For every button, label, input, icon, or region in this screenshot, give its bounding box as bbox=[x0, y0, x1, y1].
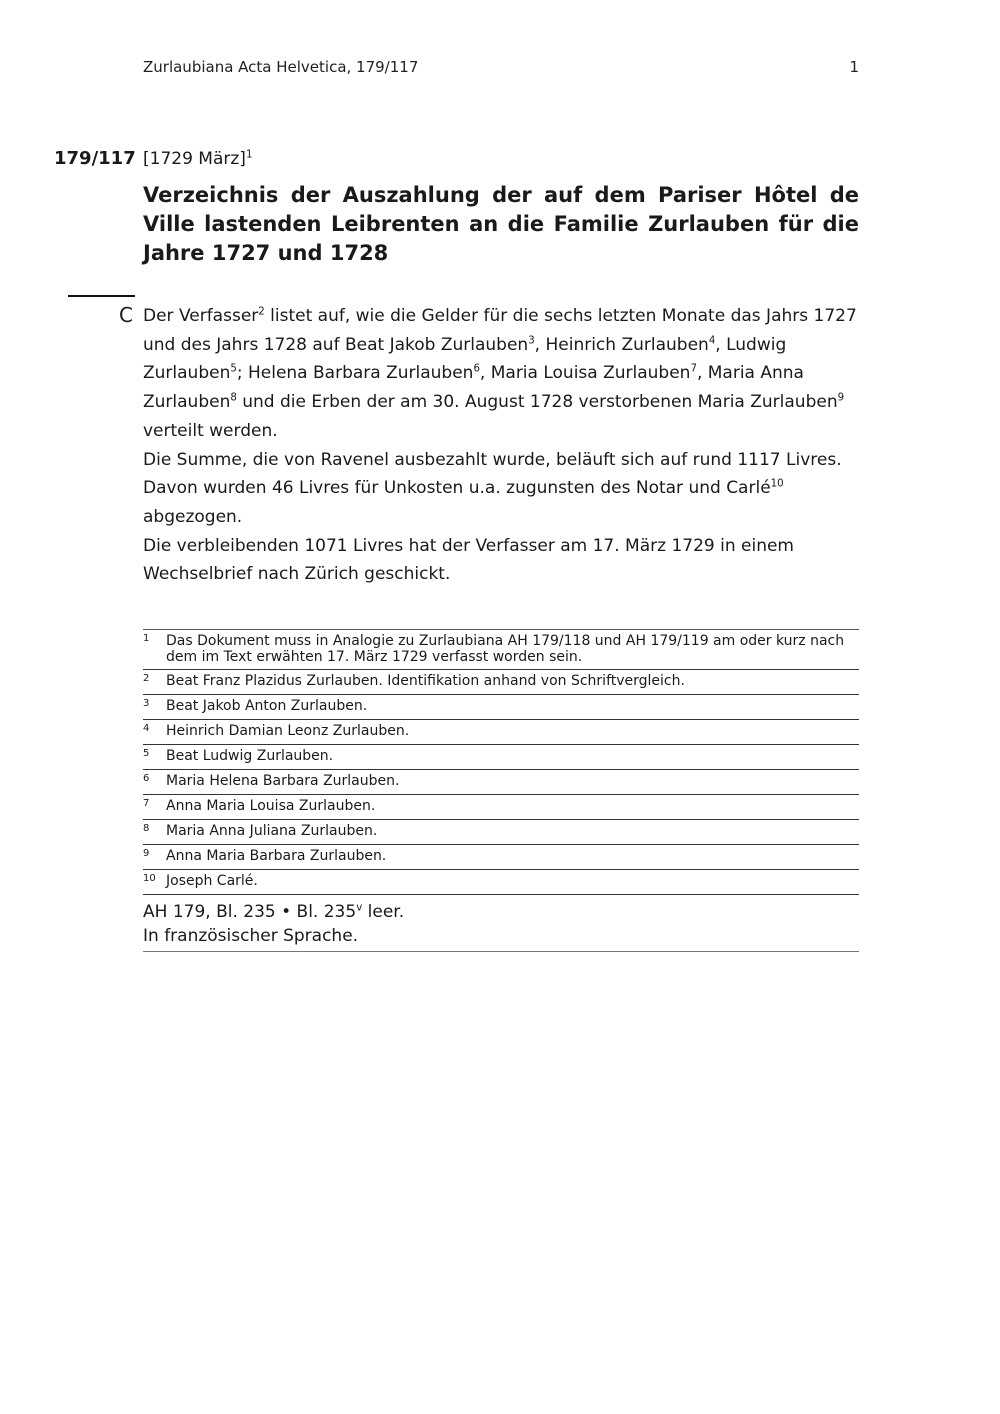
section-rule bbox=[68, 295, 135, 297]
footnote-text: Heinrich Damian Leonz Zurlauben. bbox=[166, 723, 410, 739]
signature-text: AH 179, Bl. 235 • Bl. 235 bbox=[143, 902, 357, 922]
summary bbox=[143, 302, 859, 589]
summary-text: , Heinrich Zurlauben bbox=[534, 334, 709, 355]
document-number: 179/117 bbox=[54, 148, 136, 169]
footnote-row bbox=[143, 770, 859, 795]
footnote-row bbox=[143, 870, 859, 895]
footnote-text: Beat Jakob Anton Zurlauben. bbox=[166, 698, 368, 714]
footnote-number: 6 bbox=[143, 773, 150, 784]
footnote-number: 5 bbox=[143, 748, 150, 759]
footnote-number: 4 bbox=[143, 723, 150, 734]
running-header bbox=[143, 58, 859, 76]
footnote-text: Joseph Carlé. bbox=[166, 873, 258, 889]
summary-label: C bbox=[119, 303, 133, 327]
summary-paragraph-2 bbox=[143, 446, 859, 532]
footnote-number: 10 bbox=[143, 873, 156, 884]
footnote-number: 1 bbox=[143, 633, 150, 644]
footnote-ref[interactable]: 9 bbox=[837, 392, 845, 404]
source-info bbox=[143, 900, 859, 952]
summary-text: , Maria Louisa Zurlauben bbox=[479, 363, 691, 384]
summary-text: abgezogen. bbox=[143, 506, 243, 527]
summary-text: Der Verfasser bbox=[143, 306, 259, 326]
summary-text: und die Erben der am 30. August 1728 verstorbenen Maria Zurlauben bbox=[236, 392, 838, 413]
footnote-number: 9 bbox=[143, 848, 150, 859]
footnote-row bbox=[143, 670, 859, 695]
footnote-number: 2 bbox=[143, 673, 150, 684]
footnote-row bbox=[143, 795, 859, 820]
summary-text: verteilt werden. bbox=[143, 420, 278, 441]
footnote-number: 3 bbox=[143, 698, 150, 709]
running-title: Zurlaubiana Acta Helvetica, 179/117 bbox=[143, 58, 419, 76]
footnote-row bbox=[143, 820, 859, 845]
footnote-row bbox=[143, 745, 859, 770]
footnote-ref[interactable]: 3 bbox=[528, 335, 535, 347]
source-signature bbox=[143, 900, 859, 924]
footnote-text: Beat Franz Plazidus Zurlauben. Identifikation anhand von Schriftvergleich. bbox=[166, 673, 685, 689]
footnote-ref[interactable]: 6 bbox=[473, 363, 480, 375]
date-text: [1729 März] bbox=[143, 149, 246, 169]
footnote-number: 7 bbox=[143, 798, 150, 809]
summary-paragraph-1 bbox=[143, 302, 859, 446]
footnote-ref[interactable]: 5 bbox=[230, 363, 237, 375]
summary-text: listet auf, wie die Gelder für die sechs letzten Monate das Jahrs 1727 und des Jahrs 1728 auf Beat Jakob Zurlauben bbox=[143, 306, 857, 355]
summary-text: , Ludwig Zurlauben bbox=[143, 334, 787, 384]
footnote-text: Das Dokument muss in Analogie zu Zurlaubiana AH 179/118 und AH 179/119 am oder kurz nach dem im Text erwähten 17. März 1729 verfasst worden sein. bbox=[166, 633, 845, 665]
document-title: Verzeichnis der Auszahlung der auf dem Pariser Hôtel de Ville lastenden Leibrenten an die Familie Zurlauben für die Jahre 1727 und 1728 bbox=[143, 183, 859, 265]
footnote-text: Anna Maria Louisa Zurlauben. bbox=[166, 798, 376, 814]
summary-text: , Maria Anna Zurlauben bbox=[143, 363, 804, 413]
footnote-ref[interactable]: 10 bbox=[770, 478, 784, 490]
footnote-row bbox=[143, 720, 859, 745]
footnote-text: Maria Helena Barbara Zurlauben. bbox=[166, 773, 400, 789]
summary-paragraph-3: Die verbleibenden 1071 Livres hat der Verfasser am 17. März 1729 in einem Wechselbrief nach Zürich geschickt. bbox=[143, 535, 794, 585]
signature-rest: leer. bbox=[362, 902, 405, 922]
footnote-row bbox=[143, 695, 859, 720]
footnote-ref[interactable]: 1 bbox=[245, 149, 253, 161]
footnote-text: Beat Ludwig Zurlauben. bbox=[166, 748, 334, 764]
source-language: In französischer Sprache. bbox=[143, 926, 359, 946]
summary-text: ; Helena Barbara Zurlauben bbox=[236, 363, 474, 384]
footnote-ref[interactable]: 7 bbox=[690, 363, 697, 375]
footnote-row bbox=[143, 845, 859, 870]
footnote-apparatus bbox=[143, 629, 859, 895]
footnote-row bbox=[143, 630, 859, 670]
verso-mark: v bbox=[356, 902, 363, 914]
summary-text: Die Summe, die von Ravenel ausbezahlt wurde, beläuft sich auf rund 1117 Livres. Davon wurden 46 Livres für Unkosten u.a. zugunsten des Notar und Carlé bbox=[143, 449, 842, 499]
footnote-text: Maria Anna Juliana Zurlauben. bbox=[166, 823, 378, 839]
document-date bbox=[143, 149, 252, 169]
footnote-text: Anna Maria Barbara Zurlauben. bbox=[166, 848, 387, 864]
page-number: 1 bbox=[849, 58, 859, 76]
footnote-ref[interactable]: 4 bbox=[708, 335, 716, 347]
footnote-ref[interactable]: 8 bbox=[230, 392, 237, 404]
footnote-ref[interactable]: 2 bbox=[258, 306, 265, 318]
footnote-number: 8 bbox=[143, 823, 150, 834]
